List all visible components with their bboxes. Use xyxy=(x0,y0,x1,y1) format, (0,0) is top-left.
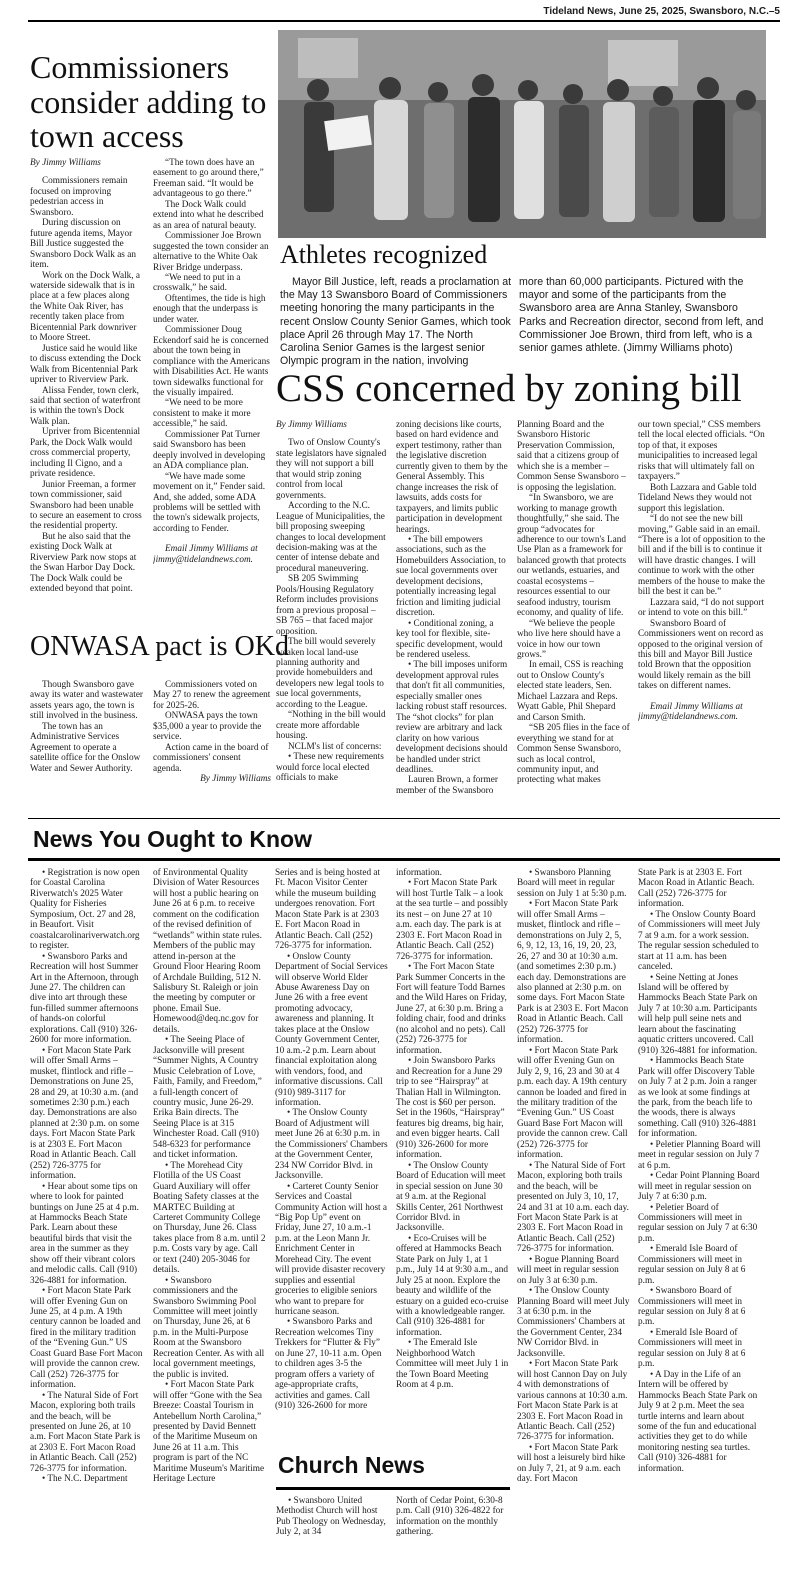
news-col-4: information. • Fort Macon State Park will host Turtle Talk – a look at the sea turtle – and possibly its nest – on June 27 at 10 a.m. each day. The park is at 2303 E. Fort Macon Road in Atlantic Beach. Call (252) 726-3775 for information. • The Fort Macon State Park Summer Concerts in the Fort will feature Todd Barnes and the Wild Hares on Friday, June 27, at 6:30 p.m. Bring a folding chair, food and drinks (no alcohol and no pets). Call (252) 726-3775 for information. • Join Swansboro Parks and Recreation for a June 29 trip to see “Hairspray” at Thalian Hall in Wilmington. The cost is $60 per person. Set in the 1960s, “Hairspray” features big dreams, big hair, and even bigger hearts. Call (910) 326-2600 for more information. • The Onslow County Board of Education will meet in special session on June 30 at 9 a.m. at the Regional Skills Center, 261 Northwest Corridor Blvd. in Jacksonville. • Eco-Cruises will be offered at Hammocks Beach State Park on July 1, at 1 p.m., July 14 at 9:30 a.m., and July 25 at noon. Explore the beauty and wildlife of the estuary on a guided eco-cruise with a knowledgeable ranger. Call (910) 326-4881 for information. • The Emerald Isle Neighborhood Watch Committee will meet July 1 in the Town Board Meeting Room at 4 p.m. xyxy=(396,868,509,1391)
commissioners-col-1: By Jimmy Williams Commissioners remain focused on improving pedestrian access in Swansboro. During discussion on future agenda items, Mayor Bill Justice suggested the Swansboro Dock Walk as an item. Work on the Dock Walk, a waterside sidewalk that is in place at a few places along the White Oak River, has recently taken place from Bicentennial Park downriver to Moore Street. Justice said he would like to discuss extending the Dock Walk from Bicentennial Park upriver to Riverview Park. Alissa Fender, town clerk, said that section of waterfront is within the town's Dock Walk plan. Upriver from Bicentennial Park, the Dock Walk would cross commercial property, including Il Cigno, and a private residence. Junior Freeman, a former town commissioner, said Swansboro had been unable to secure an easement to cross the residential property. But he also said that the existing Dock Walk at Riverview Park now stops at the Swan Harbor Day Dock. The Dock Walk could be extended beyond that point. xyxy=(30,158,142,595)
page-folio: Tideland News, June 25, 2025, Swansboro, N.C.–5 xyxy=(543,6,780,17)
commissioners-headline: Commissioners consider adding to town access xyxy=(30,49,267,155)
photo-group-illustration xyxy=(278,30,766,238)
church-col-1: • Swansboro United Methodist Church will host Pub Theology on Wednesday, July 2, at 34 xyxy=(276,1496,386,1538)
css-signoff: Email Jimmy Williams at jimmy@tidelandnews.com. xyxy=(638,701,743,723)
css-col-1: By Jimmy Williams Two of Onslow County's state legislators have signaled they will not support a bill that would strip zoning control from local governments. According to the N.C. League of Municipalities, the bill proposing sweeping changes to local development decision-making was at the center of intense debate and procedural maneuvering. SB 205 Swimming Pools/Housing Regulatory Reform includes provisions from a previous proposal – SB 765 – that faced major opposition. The bill would severely weaken local land-use planning authority and provide homebuilders and developers new legal tools to sue local governments, according to the League. “Nothing in the bill would create more affordable housing. NCLM's list of concerns: • These new requirements would force local elected officials to make xyxy=(276,420,389,814)
news-col-6: State Park is at 2303 E. Fort Macon Road in Atlantic Beach. Call (252) 726-3775 for information. • The Onslow County Board of Commissioners will meet July 7 at 9 a.m. for a work session. The regular session scheduled to start at 11 a.m. has been canceled. • Seine Netting at Jones Island will be offered by Hammocks Beach State Park on July 7 at 10:30 a.m. Participants will help pull seine nets and learn about the fascinating aquatic critters uncovered. Call (910) 326-4881 for information. • Hammocks Beach State Park will offer Discovery Table on July 7 at 2 p.m. Join a ranger as we look at some findings at the park, from the beach life to the woods, there is always something. Call (910) 326-4881 for information. • Peletier Planning Board will meet in regular session on July 7 at 6 p.m. • Cedar Point Planning Board will meet in regular session on July 7 at 6:30 p.m. • Peletier Board of Commissioners will meet in regular session on July 7 at 6:30 p.m. • Emerald Isle Board of Commissioners will meet in regular session on July 8 at 6 p.m. • Swansboro Board of Commissioners will meet in regular session on July 8 at 6 p.m. • Emerald Isle Board of Commissioners will meet in regular session on July 8 at 6 p.m. • A Day in the Life of an Intern will be offered by Hammocks Beach State Park on July 9 at 2 p.m. Meet the sea turtle interns and learn about some of the fun and educational activities they get to do while monitoring nesting sea turtles. Call (910) 326-4881 for information. xyxy=(638,868,761,1474)
news-col-2: of Environmental Quality Division of Water Resources will host a public hearing on June 26 at 6 p.m. to receive comment on the codification of the revised definition of “wetlands” within state rules. Members of the public may attend in-person at the Ground Floor Hearing Room of Archdale Building, 512 N. Salisbury St. Raleigh or join the meeting by computer or phone. Email Sue. Homewood@deq.nc.gov for details. • The Seeing Place of Jacksonville will present “Summer Nights, A Country Music Celebration of Love, Faith, Family, and Freedom,” a full-length concert of country music, June 26-29. Erika Bain directs. The Seeing Place is at 315 Winchester Road. Call (910) 548-6323 for performance and ticket information. • The Morehead City Flotilla of the US Coast Guard Auxiliary will offer Boating Safety classes at the MARTEC Building at Carteret Community College on Thursday, June 26. Class takes place from 8 a.m. until 2 p.m. Costs vary by age. Call or text (240) 205-3046 for details. • Swansboro commissioners and the Swansboro Swimming Pool Committee will meet jointly on Thursday, June 26, at 6 p.m. in the Multi-Purpose Room at the Swansboro Recreation Center. As with all local government meetings, the public is invited. • Fort Macon State Park will offer “Gone with the Sea Breeze: Coastal Tourism in Antebellum North Carolina,” presented by David Bennett of the Maritime Museum on June 26 at 11 a.m. This program is part of the NC Maritime Museum's Maritime Heritage Lecture xyxy=(153,868,266,1485)
css-headline: CSS concerned by zoning bill xyxy=(276,367,742,410)
css-col-4: our town special,” CSS members tell the local elected officials. “On top of that, it exposes municipalities to increased legal risks that will ultimately fall on taxpayers.” Both Lazzara and Gable told Tideland News they would not support this legislation. “I do not see the new bill moving,” Gable said in an email. “There is a lot of opposition to the bill and if the bill is to continue it will have drastic changes. I will continue to work with the other members of the house to make the bill the best it can be.” Lazzara said, “I do not support or intend to vote on this bill.” Swansboro Board of Commissioners went on record as opposed to the original version of this bill and Mayor Bill Justice told Brown that the opposition would likely remain as the bill takes on different names. Email Jimmy Williams at jimmy@tidelandnews.com. xyxy=(638,420,766,723)
commissioners-byline: By Jimmy Williams xyxy=(30,158,101,168)
news-top-rule xyxy=(28,818,780,819)
onwasa-col-2: Commissioners voted on May 27 to renew the agreement for 2025-26. ONWASA pays the town $35,000 a year to provide the service. Action came in the board of commissioners' consent agenda. By Jimmy Williams xyxy=(153,680,271,785)
onwasa-headline: ONWASA pact is OKd xyxy=(30,631,289,662)
onwasa-byline: By Jimmy Williams xyxy=(200,774,271,785)
header-rule xyxy=(28,20,780,22)
css-col-3: Planning Board and the Swansboro Historic Preservation Commission, said that a citizens group of which she is a member – Common Sense Swansboro – is opposing the legislation. “In Swansboro, we are working to manage growth thoughtfully,” she said. The group “advocates for adherence to our town's Land Use Plan as a framework for balanced growth that protects our wetlands, estuaries, and coastal ecosystems – resources essential to our seafood industry, tourism economy, and quality of life. “We believe the people who live here should have a voice in how our town grows.” In email, CSS is reaching out to Onslow County's elected state leaders, Sen. Michael Lazzara and Reps. Wyatt Gable, Phil Shepard and Carson Smith. “SB 205 flies in the face of everything we stand for at Common Sense Swansboro, such as local control, community input, and protecting what makes xyxy=(517,420,630,786)
news-heading: News You Ought to Know xyxy=(33,826,312,852)
css-col-2: zoning decisions like courts, based on hard evidence and expert testimony, rather than the legislative discretion currently given to them by the General Assembly. This change increases the risk of lawsuits, adds costs for taxpayers, and limits public participation in development hearings. • The bill empowers associations, such as the Homebuilders Association, to sue local governments over development decisions, potentially increasing legal friction and limiting judicial discretion. • Conditional zoning, a key tool for flexible, site-specific development, would be rendered useless. • The bill imposes uniform development approval rules that don't fit all communities, especially smaller ones lacking robust staff resources. The “shot clocks” for plan review are arbitrary and lack clarity on how various development decisions should be handled under strict deadlines. Lauren Brown, a former member of the Swansboro xyxy=(396,420,508,796)
church-heading: Church News xyxy=(278,1452,425,1478)
news-col-3: Series and is being hosted at Ft. Macon Visitor Center while the museum building undergoes renovation. Fort Macon State Park is at 2303 E. Fort Macon Road in Atlantic Beach. Call (252) 726-3775 for information. • Onslow County Department of Social Services will observe World Elder Abuse Awareness Day on June 26 with a free event promoting advocacy, awareness and planning. It takes place at the Onslow County Government Center, 10 a.m.-2 p.m. Learn about financial exploitation along with vendors, food, and informative discussions. Call (910) 989-3117 for information. • The Onslow County Board of Adjustment will meet June 26 at 6:30 p.m. in the Commissioners' Chambers at the Government Center, 234 NW Corridor Blvd. in Jacksonville. • Carteret County Senior Services and Coastal Community Action will host a “Big Pop Up” event on Friday, June 27, 10 a.m.-1 p.m. at the Leon Mann Jr. Enrichment Center in Morehead City. The event will provide disaster recovery supplies and essential groceries to eligible seniors who want to prepare for hurricane season. • Swansboro Parks and Recreation welcomes Tiny Trekkers for “Flutter & Fly” on June 27, 10-11 a.m. Open to children ages 3-5 the program offers a variety of age-appropriate crafts, activities and games. Call (910) 326-2600 for more xyxy=(275,868,388,1412)
css-byline: By Jimmy Williams xyxy=(276,420,347,430)
commissioners-signoff: Email Jimmy Williams at jimmy@tidelandnews.com. xyxy=(153,544,258,565)
news-col-1: • Registration is now open for Coastal Carolina Riverwatch's 2025 Water Quality for Fisheries Symposium, Oct. 27 and 28, in Beaufort. Visit coastalcarolinariverwatch.org to register. • Swansboro Parks and Recreation will host Summer Art in the Afternoon, through June 27. The children can dive into art through these fun-filled summer afternoons of hands-on colorful explorations. Call (910) 326-2600 for more information. • Fort Macon State Park will offer Small Arms – musket, flintlock and rifle – Demonstrations on June 25, 28 and 29, at 10:30 a.m. (and sometimes 2:30 p.m.) each day. Demonstrations are also planned at 2:30 p.m. on some days. Fort Macon State Park is at 2303 E. Fort Macon Road in Atlantic Beach. Call (252) 726-3775 for information. • Hear about some tips on where to look for painted buntings on June 25 at 4 p.m. at Hammocks Beach State Park. Learn about these beautiful birds that visit the area in the summer as they show off their vibrant colors and melodic calls. Call (910) 326-4881 for information. • Fort Macon State Park will offer Evening Gun on June 25, at 4 p.m. A 19th century cannon be loaded and fired in the military tradition of the “Evening Gun.” US Coast Guard Base Fort Macon will provide the cannon crew. Call (252) 726-3775 for information. • The Natural Side of Fort Macon, exploring both trails and the beach, will be presented on June 26, at 10 a.m. Fort Macon State Park is at 2303 E. Fort Macon Road in Atlantic Beach. Call (252) 726-3775 for information. • The N.C. Department xyxy=(30,868,143,1485)
senior-games-photo xyxy=(278,30,766,238)
news-col-5: • Swansboro Planning Board will meet in regular session on July 1 at 5:30 p.m. • Fort Macon State Park will offer Small Arms – musket, flintlock and rifle – demonstrations on July 2, 5, 6, 9, 12, 13, 16, 19, 20, 23, 26, 27 and 30 at 10:30 a.m. (and sometimes 2:30 p.m.) each day. Demonstrations are also planned at 2:30 p.m. on some days. Fort Macon State Park is at 2303 E. Fort Macon Road in Atlantic Beach. Call (252) 726-3775 for information. • Fort Macon State Park will offer Evening Gun on July 2, 9, 16, 23 and 30 at 4 p.m. each day. A 19th century cannon be loaded and fired in the military tradition of the “Evening Gun.” US Coast Guard Base Fort Macon will provide the cannon crew. Call (252) 726-3775 for information. • The Natural Side of Fort Macon, exploring both trails and the beach, will be presented on July 3, 10, 17, 24 and 31 at 10 a.m. each day. Fort Macon State Park is at 2303 E. Fort Macon Road in Atlantic Beach. Call (252) 726-3775 for information. • Bogue Planning Board will meet in regular session on July 3 at 6:30 p.m. • The Onslow County Planning Board will meet July 3 at 6:30 p.m. in the Commissioners' Chambers at the Government Center, 234 NW Corridor Blvd. in Jacksonville. • Fort Macon State Park will host Cannon Day on July 4 with demonstrations of various cannons at 10:30 a.m. Fort Macon State Park is at 2303 E. Fort Macon Road in Atlantic Beach. Call (252) 726-3775 for information. • Fort Macon State Park will host a leisurely bird hike on July 7, 21, at 9 a.m. each day. Fort Macon xyxy=(517,868,630,1485)
church-heading-rule xyxy=(276,1487,510,1490)
news-heading-rule xyxy=(28,858,780,861)
athletes-caption-left: Mayor Bill Justice, left, reads a proclamation at the May 13 Swansboro Board of Commissioners meeting honoring the many participants in the recent Onslow County Senior Games, which took place April 26 through May 17. The North Carolina Senior Games is the largest senior Olympic program in the nation, involving xyxy=(280,276,512,368)
church-col-2: North of Cedar Point, 6:30-8 p.m. Call (910) 326-4822 for information on the monthly gathering. xyxy=(396,1496,504,1538)
onwasa-col-1: Though Swansboro gave away its water and wastewater assets years ago, the town is still involved in the business. The town has an Administrative Services Agreement to operate a satellite office for the Onslow Water and Sewer Authority. xyxy=(30,680,144,774)
athletes-caption-right: more than 60,000 participants. Pictured with the mayor and some of the participants from the Swansboro area are Anna Stanley, Swansboro Parks and Recreation director, second from left, and Commissioner Joe Brown, third from left, who is a senior games athlete. (Jimmy Williams photo) xyxy=(519,276,764,355)
commissioners-col-2: “The town does have an easement to go around there,” Freeman said. “It would be advantageous to go there.” The Dock Walk could extend into what he described as an area of natural beauty. Commissioner Joe Brown suggested the town consider an alternative to the White Oak River Bridge underpass. “We need to put in a crosswalk,” he said. Oftentimes, the tide is high enough that the underpass is under water. Commissioner Doug Eckendorf said he is concerned about the town being in compliance with the Americans with Disabilities Act. He wants town sidewalks functional for the visually impaired. “We need to be more consistent to make it more accessible,” he said. Commissioner Pat Turner said Swansboro has been deeply involved in developing an ADA compliance plan. “We have made some movement on it,” Fender said. And, she added, some ADA problems will be settled with the town's sidewalk projects, according to Fender. Email Jimmy Williams at jimmy@tidelandnews.com. xyxy=(153,158,270,565)
athletes-headline: Athletes recognized xyxy=(280,240,488,269)
